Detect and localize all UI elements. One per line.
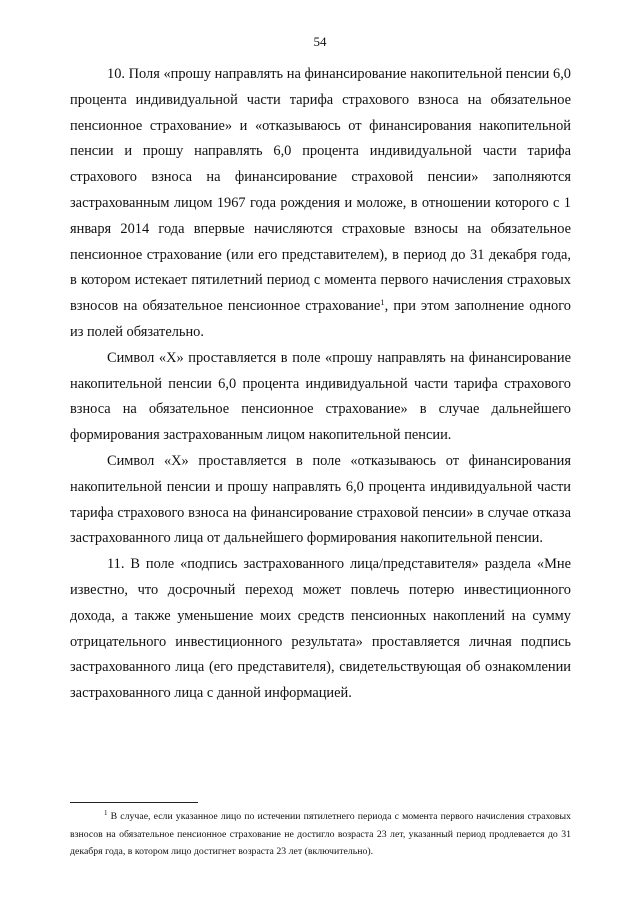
paragraph-10 (70, 62, 571, 346)
footnote-text: В случае, если указанное лицо по истечении пятилетнего периода с момента первого начисления страховых взносов на обязательное пенсионное страхование не достигло возраста 23 лет, указанный период продлевается до 31 декабря года, в котором лицо достигнет возраста 23 лет (включительно). (70, 811, 571, 857)
paragraph-symbol-x-second: Символ «Х» проставляется в поле «отказываюсь от финансирования накопительной пенсии и прошу направлять 6,0 процента индивидуальной части тарифа страхового взноса на финансирование страховой пенсии» в случае отказа застрахованного лица от дальнейшего формирования накопительной пенсии. (70, 452, 571, 547)
footnote (70, 808, 571, 861)
body-text (70, 62, 571, 707)
footnote-separator (70, 802, 198, 803)
paragraph-10-text-after: , при этом заполнение одного из полей обязательно. (70, 298, 571, 340)
footnote-marker: 1 (104, 809, 108, 817)
paragraph-10-text: 10. Поля «прошу направлять на финансирование накопительной пенсии 6,0 процента индивидуальной части тарифа страхового взноса на обязательное пенсионное страхование» и «отказываюсь от финансирования накопительной пенсии и прошу направлять 6,0 процента индивидуальной части тарифа страхового взноса на финансирование страховой пенсии» заполняются застрахованным лицом 1967 года рождения и моложе, в отношении которого с 1 января 2014 года впервые начисляются страховые взносы на обязательное пенсионное страхование (или его представителем), в период до 31 декабря года, в котором истекает пятилетний период с момента первого начисления страховых взносов на обязательное пенсионное страхование (70, 66, 571, 315)
paragraph-symbol-x-first: Символ «Х» проставляется в поле «прошу направлять на финансирование накопительной пенсии 6,0 процента индивидуальной части тарифа страхового взноса на обязательное пенсионное страхование» в случае дальнейшего формирования застрахованным лицом накопительной пенсии. (70, 349, 571, 444)
paragraph-11: 11. В поле «подпись застрахованного лица/представителя» раздела «Мне известно, что досрочный переход может повлечь потерю инвестиционного дохода, а также уменьшение моих средств пенсионных накоплений на сумму отрицательного инвестиционного результата» проставляется личная подпись застрахованного лица (его представителя), свидетельствующая об ознакомлении застрахованного лица с данной информацией. (70, 556, 571, 702)
page-number: 54 (313, 34, 327, 49)
footnote-reference: 1 (380, 297, 385, 308)
